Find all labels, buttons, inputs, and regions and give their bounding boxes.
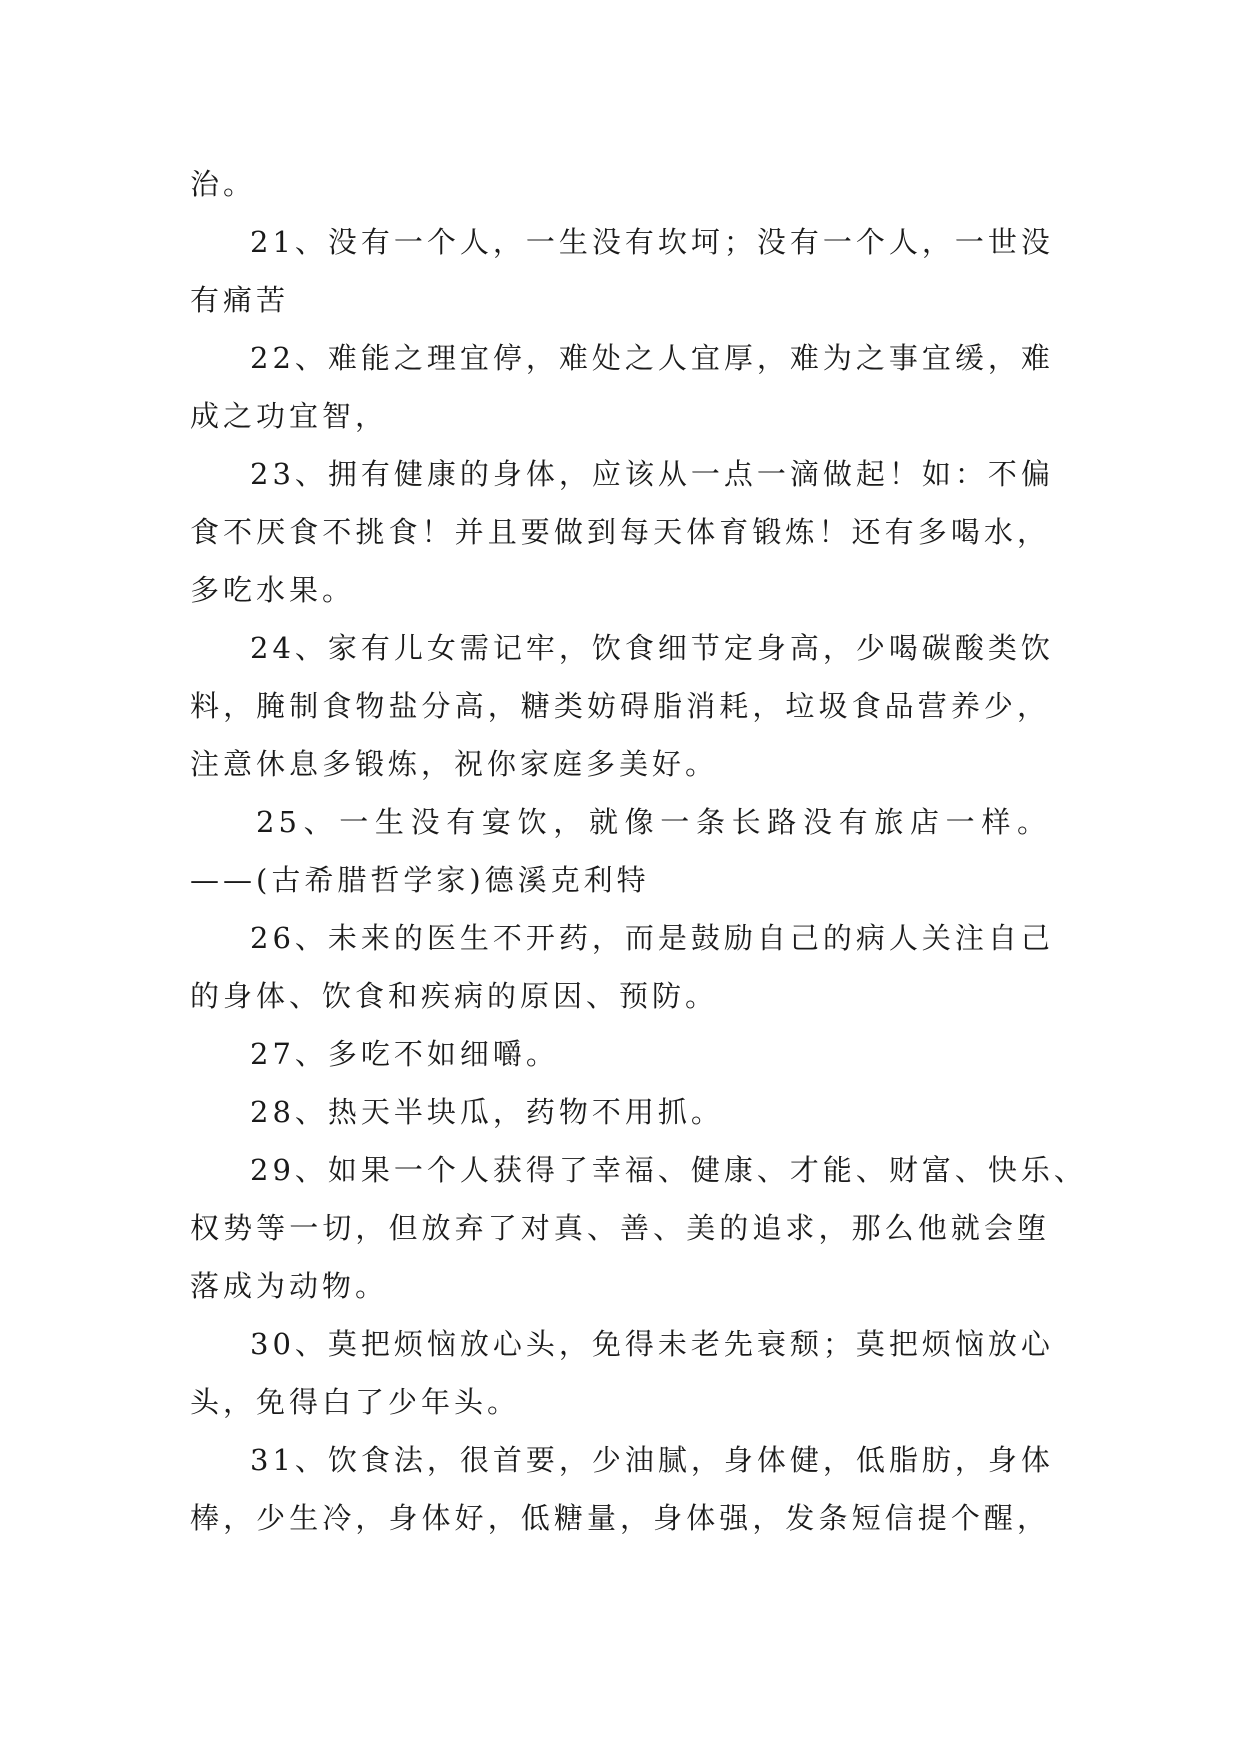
item-23-line-1: 23、拥有健康的身体，应该从一点一滴做起！如：不偏 [250, 457, 1054, 491]
item-26-line-1: 26、未来的医生不开药，而是鼓励自己的病人关注自己 [250, 921, 1054, 955]
item-30-line-2: 头，免得白了少年头。 [190, 1385, 521, 1419]
item-25-line-1: 25、一生没有宴饮，就像一条长路没有旅店一样。 [256, 805, 1050, 839]
item-23-line-2: 食不厌食不挑食！并且要做到每天体育锻炼！还有多喝水， [190, 515, 1050, 549]
item-29-line-2: 权势等一切，但放弃了对真、善、美的追求，那么他就会堕 [190, 1211, 1050, 1245]
item-23-line-3: 多吃水果。 [190, 573, 356, 607]
text-line: 治。 [190, 167, 257, 201]
item-30-line-1: 30、莫把烦恼放心头，免得未老先衰颓；莫把烦恼放心 [250, 1327, 1054, 1361]
item-29-line-3: 落成为动物。 [190, 1269, 389, 1303]
item-28-line-1: 28、热天半块瓜，药物不用抓。 [250, 1095, 724, 1129]
item-21-line-2: 有痛苦 [190, 283, 290, 317]
item-24-line-1: 24、家有儿女需记牢，饮食细节定身高，少喝碳酸类饮 [250, 631, 1054, 665]
item-22-line-1: 22、难能之理宜停，难处之人宜厚，难为之事宜缓，难 [250, 341, 1054, 375]
item-25-attribution: ——(古希腊哲学家)德溪克利特 [190, 863, 650, 897]
item-31-line-2: 棒，少生冷，身体好，低糖量，身体强，发条短信提个醒， [190, 1501, 1050, 1535]
item-29-line-1: 29、如果一个人获得了幸福、健康、才能、财富、快乐、 [250, 1153, 1087, 1187]
item-27-line-1: 27、多吃不如细嚼。 [250, 1037, 559, 1071]
item-26-line-2: 的身体、饮食和疾病的原因、预防。 [190, 979, 719, 1013]
item-24-line-3: 注意休息多锻炼，祝你家庭多美好。 [190, 747, 719, 781]
item-21-line-1: 21、没有一个人，一生没有坎坷；没有一个人，一世没 [250, 225, 1054, 259]
item-24-line-2: 料，腌制食物盐分高，糖类妨碍脂消耗，垃圾食品营养少， [190, 689, 1050, 723]
item-31-line-1: 31、饮食法，很首要，少油腻，身体健，低脂肪，身体 [250, 1443, 1054, 1477]
item-22-line-2: 成之功宜智， [190, 399, 389, 433]
